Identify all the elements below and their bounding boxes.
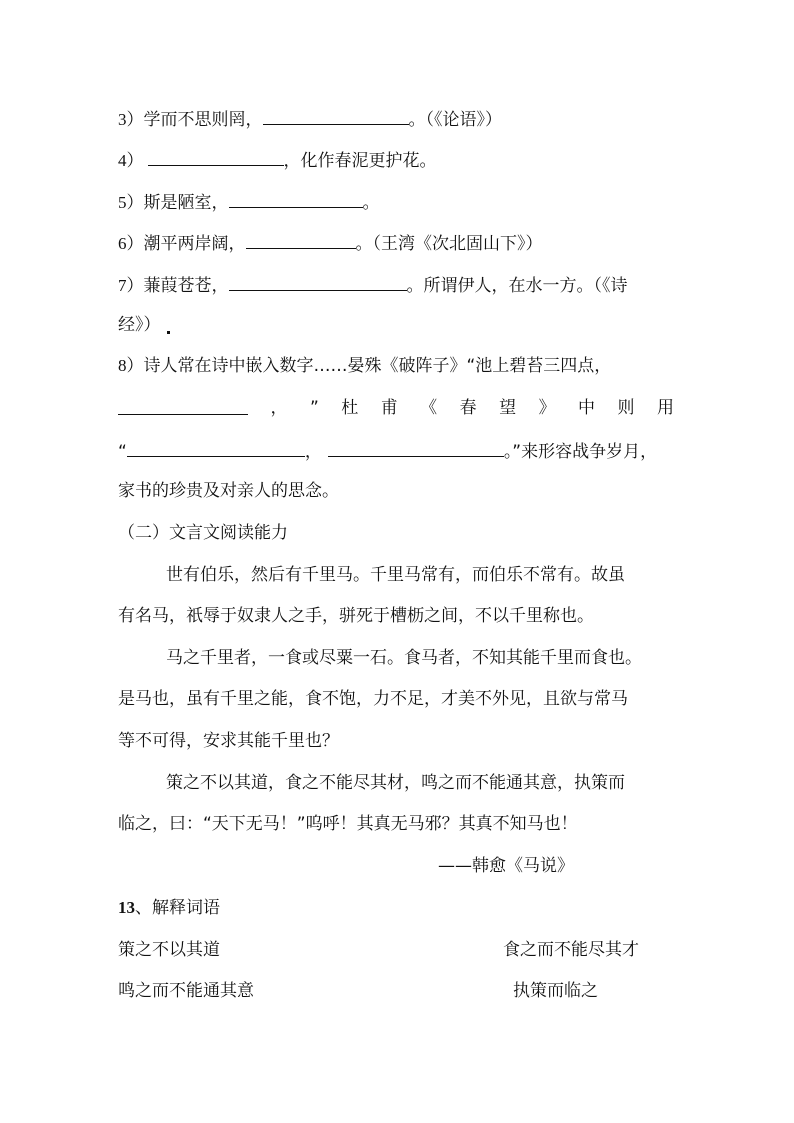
answer-blank[interactable] [246, 230, 356, 249]
item-8-line2 [118, 396, 674, 420]
comma: ， [304, 442, 322, 462]
item-number: 3） [118, 110, 144, 129]
passage-line: 等不可得，安求其能千里也？ [118, 731, 339, 751]
item-8-line4 [118, 479, 339, 503]
question-13-title [118, 896, 220, 920]
term-1: 策之不以其道 [118, 940, 220, 960]
source-text: 经》） [118, 315, 161, 335]
question-number: 13 [118, 898, 135, 917]
char: 《 [420, 398, 438, 418]
item-6 [118, 230, 543, 254]
passage-line: 有名马，祇辱于奴隶人之手，骈死于槽枥之间，不以千里称也。 [118, 606, 594, 626]
prompt-text: 诗人常在诗中嵌入数字……晏殊《破阵子》“池上碧苔三四点， [143, 356, 612, 376]
section-heading: （二）文言文阅读能力 [118, 523, 288, 543]
answer-blank[interactable] [148, 147, 284, 166]
prompt-text: ，化作春泥更护花。 [283, 151, 437, 171]
answer-blank[interactable] [127, 438, 305, 457]
item-number: 4） [118, 151, 144, 170]
char: ” [309, 398, 319, 418]
prompt-text: 。”来形容战争岁月， [503, 442, 658, 462]
passage-line: 是马也，虽有千里之能，食不饱，力不足，才美不外见，且欲与常马 [118, 689, 628, 709]
term-4: 执策而临之 [513, 981, 598, 1001]
attribution: ——韩愈《马说》 [438, 856, 574, 876]
char: 杜 [341, 398, 359, 418]
char: 甫 [380, 398, 398, 418]
item-number: 6） [118, 234, 144, 253]
blank-tail [228, 396, 248, 415]
char: 望 [499, 398, 517, 418]
question-title: 、解释词语 [135, 898, 220, 918]
item-8-line3 [118, 438, 657, 462]
term-3: 鸣之而不能通其意 [118, 981, 254, 1001]
item-8 [118, 354, 611, 378]
answer-blank[interactable] [229, 272, 407, 291]
passage-line: 世有伯乐，然后有千里马。千里马常有，而伯乐不常有。故虽 [166, 565, 625, 585]
passage-line: 马之千里者，一食或尽粟一石。食马者，不知其能千里而食也。 [166, 648, 642, 668]
dot-mark [167, 331, 170, 334]
item-number: 7） [118, 276, 144, 295]
item-number: 8） [118, 356, 144, 375]
prompt-text: 斯是陋室， [143, 193, 229, 213]
item-4 [118, 147, 437, 171]
answer-blank[interactable] [263, 106, 409, 125]
item-number: 5） [118, 193, 144, 212]
answer-blank[interactable] [229, 189, 363, 208]
char: 中 [578, 398, 596, 418]
open-quote: “ [118, 442, 127, 462]
item-7 [118, 272, 628, 296]
passage-line: 临之，曰：“天下无马！”呜呼！其真无马邪？其真不知马也！ [118, 814, 578, 834]
prompt-text: 蒹葭苍苍， [143, 276, 229, 296]
char: ， [270, 398, 288, 418]
item-3 [118, 106, 502, 130]
end-punct: 。 [362, 193, 380, 213]
passage-line: 策之不以其道，食之不能尽其材，鸣之而不能通其意，执策而 [166, 773, 625, 793]
item-7-continued [118, 313, 170, 337]
source-text: 。所谓伊人，在水一方。（《诗 [406, 276, 628, 296]
prompt-text: 潮平两岸阔， [143, 234, 246, 254]
term-2: 食之而不能尽其才 [503, 940, 639, 960]
source-text: 。（王湾《次北固山下》） [355, 234, 543, 254]
source-text: 。（《论语》） [408, 110, 502, 130]
item-5 [118, 189, 380, 213]
prompt-text: 学而不思则罔， [143, 110, 263, 130]
char: 》 [538, 398, 556, 418]
blank-wrap [118, 396, 248, 420]
prompt-text: 家书的珍贵及对亲人的思念。 [118, 481, 339, 501]
char: 用 [656, 398, 674, 418]
answer-blank[interactable] [328, 438, 504, 457]
answer-blank[interactable] [118, 396, 228, 415]
char: 春 [459, 398, 477, 418]
char: 则 [617, 398, 635, 418]
